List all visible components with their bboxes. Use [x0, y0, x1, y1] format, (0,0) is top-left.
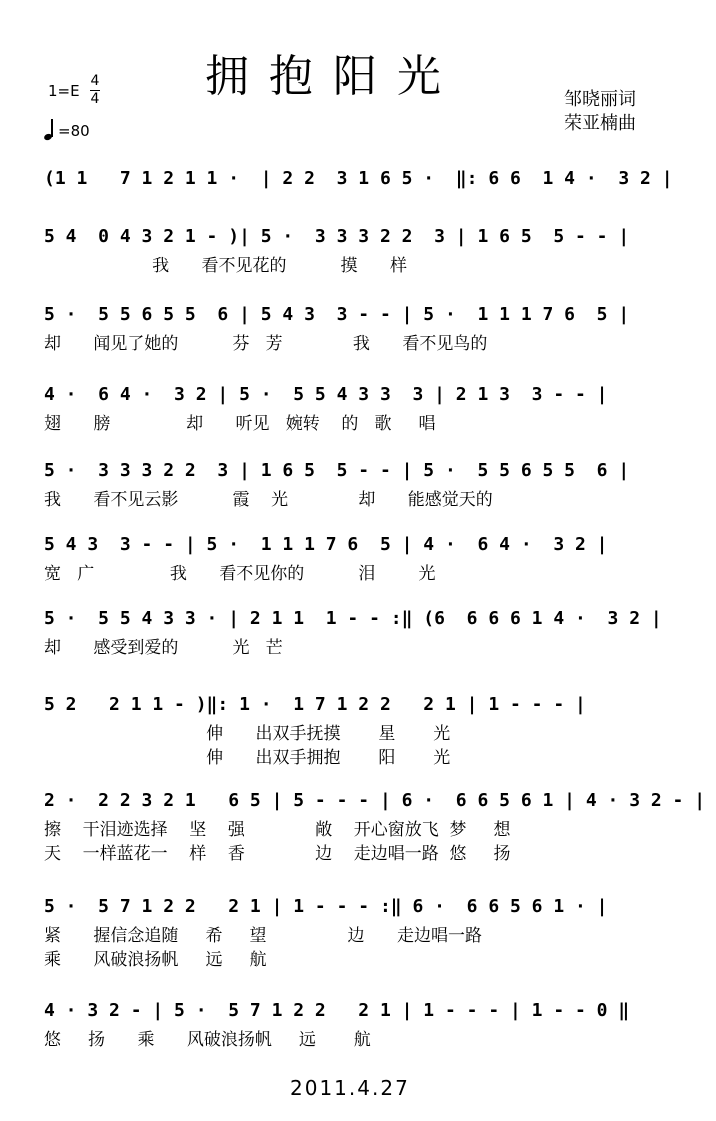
score-row-4 — [44, 378, 684, 436]
notation-line: 5 4 3 3 - - | 5 · 1 1 1 7 6 5 | 4 · 6 4 · 3 2 | — [44, 534, 608, 555]
notation-line: 5 4 0 4 3 2 1 - )| 5 · 3 3 3 2 2 3 | 1 6 5 5 - - | — [44, 226, 630, 247]
score-row-7 — [44, 602, 684, 660]
notation-line: 4 · 3 2 - | 5 · 5 7 1 2 2 2 1 | 1 - - - | 1 - - 0 ‖ — [44, 1000, 630, 1021]
score-row-9 — [44, 784, 706, 866]
lyric-line: 我 看不见花的 摸 样 — [44, 256, 407, 276]
lyric-line-verse-1: 伸 出双手抚摸 星 光 — [44, 724, 451, 744]
tempo-marking — [44, 118, 90, 140]
lyric-line: 却 闻见了她的 芬 芳 我 看不见鸟的 — [44, 334, 488, 354]
key-signature: 1=E — [48, 82, 80, 100]
notation-line: 5 · 5 5 4 3 3 · | 2 1 1 1 - - :‖ (6 6 6 6 1 4 · 3 2 | — [44, 608, 662, 629]
lyric-line: 宽 广 我 看不见你的 泪 光 — [44, 564, 436, 584]
score-row-10 — [44, 890, 684, 972]
score-row-11 — [44, 994, 684, 1052]
time-signature — [90, 74, 100, 107]
lyric-line: 却 感受到爱的 光 芒 — [44, 638, 283, 658]
score-row-5 — [44, 454, 684, 512]
time-signature-bottom: 4 — [90, 91, 100, 107]
score-row-8 — [44, 688, 684, 770]
lyric-line-verse-1: 紧 握信念追随 希 望 边 走边唱一路 — [44, 926, 482, 946]
lyric-line-verse-2: 伸 出双手拥抱 阳 光 — [44, 748, 451, 768]
lyric-line: 翅 膀 却 听见 婉转 的 歌 唱 — [44, 414, 436, 434]
notation-line: 5 · 3 3 3 2 2 3 | 1 6 5 5 - - | 5 · 5 5 6 5 5 6 | — [44, 460, 630, 481]
lyric-line — [44, 196, 684, 220]
notation-line: 5 2 2 1 1 - )‖: 1 · 1 7 1 2 2 2 1 | 1 - - - | — [44, 694, 586, 715]
lyric-line: 悠 扬 乘 风破浪扬帆 远 航 — [44, 1030, 371, 1050]
composition-date: 2011.4.27 — [290, 1076, 410, 1100]
lyric-line-verse-2: 天 一样蓝花一 样 香 边 走边唱一路 悠 扬 — [44, 844, 511, 864]
score-row-2 — [44, 220, 684, 278]
time-signature-top: 4 — [90, 73, 100, 89]
score-row-6 — [44, 528, 684, 586]
lyric-line-verse-2: 乘 风破浪扬帆 远 航 — [44, 950, 267, 970]
song-title: 拥抱阳光 — [205, 51, 461, 102]
notation-line: 5 · 5 5 6 5 5 6 | 5 4 3 3 - - | 5 · 1 1 1 7 6 5 | — [44, 304, 630, 325]
notation-line: 4 · 6 4 · 3 2 | 5 · 5 5 4 3 3 3 | 2 1 3 3 - - | — [44, 384, 608, 405]
notation-line: 2 · 2 2 3 2 1 6 5 | 5 - - - | 6 · 6 6 5 6 1 | 4 · 3 2 - | — [44, 790, 706, 811]
credits — [564, 88, 636, 136]
score-row-3 — [44, 298, 684, 356]
score-row-1 — [44, 162, 684, 220]
quarter-note-icon — [44, 118, 56, 140]
lyric-line: 我 看不见云影 霞 光 却 能感觉天的 — [44, 490, 493, 510]
tempo-value: =80 — [58, 122, 90, 140]
composer: 荣亚楠曲 — [564, 113, 636, 134]
lyric-line-verse-1: 擦 干泪迹选择 坚 强 敞 开心窗放飞 梦 想 — [44, 820, 511, 840]
lyricist: 邹晓丽词 — [564, 89, 636, 110]
notation-line: (1 1 7 1 2 1 1 · | 2 2 3 1 6 5 · ‖: 6 6 1 4 · 3 2 | — [44, 168, 673, 189]
notation-line: 5 · 5 7 1 2 2 2 1 | 1 - - - :‖ 6 · 6 6 5 6 1 · | — [44, 896, 608, 917]
